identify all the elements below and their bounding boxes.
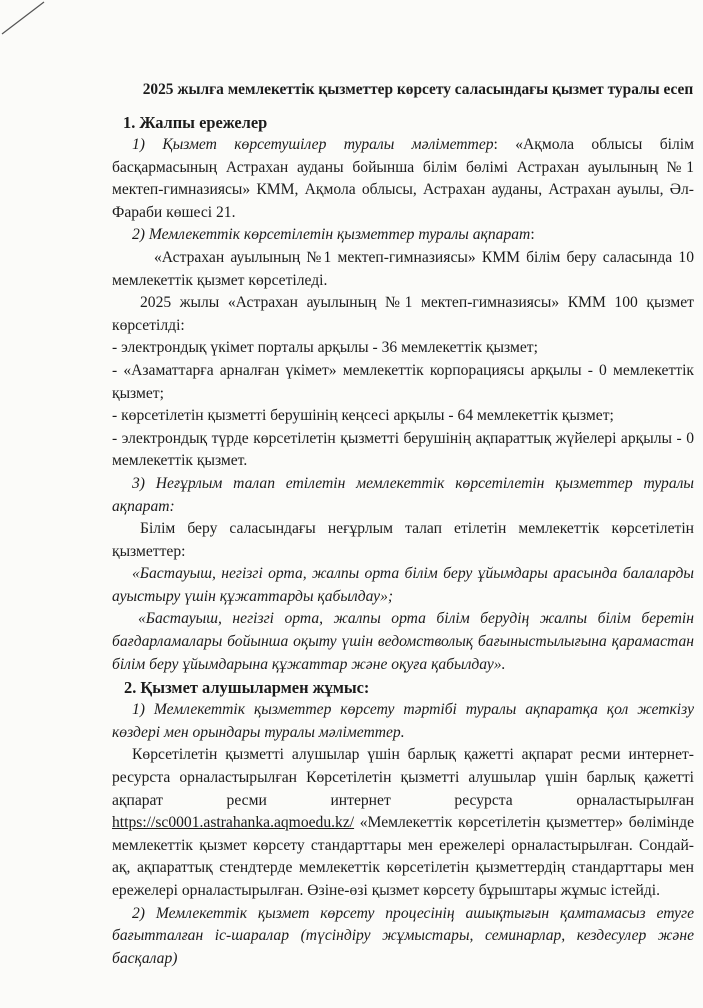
item-3-paragraph: Білім беру саласындағы неғұрлым талап етілетін мемлекеттік көрсетілетін қызметтер: [112, 520, 694, 560]
document-title: 2025 жылға мемлекеттік қызметтер көрсету саласындағы қызмет туралы есеп [142, 81, 694, 98]
item-1-label: 1) Қызмет көрсетушілер туралы мәліметтер [132, 136, 494, 153]
bullet-item: - электрондық үкімет порталы арқылы - 36 мемлекеттік қызмет; [112, 339, 538, 357]
section-1-heading: 1. Жалпы ережелер [123, 113, 268, 132]
item-3-quote-2: «Бастауыш, негізгі орта, жалпы орта білім берудің жалпы білім беретін бағдарламалары бойынша оқыту үшін ведомстволық бағыныстылығына қарамастан білім беру ұйымдарына құжаттар және оқуға қабылдау». [112, 610, 694, 673]
bullet-item: - көрсетілетін қызметті берушінің кеңсесі арқылы - 64 мемлекеттік қызмет; [112, 407, 614, 425]
section-1-item-3-label: 3) Неғұрлым талап етілетін мемлекеттік көрсетілетін қызметтер туралы ақпарат: [112, 474, 694, 515]
section-2-item-2-label: 2) Мемлекеттік қызмет көрсету процесінің ашықтығын қамтамасыз етуге бағытталған іс-шаралар (түсіндіру жұмыстары, семинарлар, кездесулер және басқалар) [112, 904, 694, 967]
item-2-paragraph-2: 2025 жылы «Астрахан ауылының №1 мектеп-гимназиясы» КММ 100 қызмет көрсетілді: [112, 294, 694, 334]
section-1-item-2-label: 2) Мемлекеттік көрсетілетін қызметтер туралы ақпарат: [132, 226, 535, 244]
scan-corner-mark [0, 0, 60, 50]
bullet-item: - электрондық түрде көрсетілетін қызметті берушінің ақпараттық жүйелері арқылы - 0 мемлекеттік қызмет. [112, 429, 694, 470]
section-2-paragraph-1: Көрсетілетін қызметті алушылар үшін барлық қажетті ақпарат ресми интернет-ресурста орналастырылған Көрсетілетін қызметті алушылар үшін барлық қажетті ақпарат ресми интернет ресурста орналастырылған https://sc0001.astrahanka.aqmoedu.kz/ «Мемлекеттік көрсетілетін қызметтер» бөлімінде мемлекеттік қызмет көрсету стандарттары мен ережелері орналастырылған. Сондай-ақ, ақпараттық стендтерде мемлекеттік көрсетілетін қызметтердің стандарттары мен ережелері орналастырылған. Өзіне-өзі қызмет көрсету бұрыштары жұмыс істейді. [112, 746, 694, 899]
item-1-text: : «Ақмола облысы білім басқармасының Астрахан ауданы бойынша білім бөлімі Астрахан ауылының №1 мектеп-гимназиясы» КММ, Ақмола облысы, Астрахан ауданы, Астрахан ауылы, Әл-Фараби көшесі 21. [112, 136, 694, 221]
item-3-quote-1: «Бастауыш, негізгі орта, жалпы орта білім беру ұйымдары арасында балаларды ауыстыру үшін құжаттарды қабылдау»; [112, 565, 694, 605]
bullet-item: - «Азаматтарға арналған үкімет» мемлекеттік корпорациясы арқылы - 0 мемлекеттік қызмет; [112, 361, 694, 402]
website-link[interactable]: https://sc0001.astrahanka.aqmoedu.kz/ [112, 814, 355, 832]
item-2-paragraph-1: «Астрахан ауылының №1 мектеп-гимназиясы» КММ білім беру саласында 10 мемлекеттік қызмет көрсетіледі. [112, 248, 694, 289]
section-2-item-1-label: 1) Мемлекеттік қызметтер көрсету тәртібі туралы ақпаратқа қол жеткізу көздері мен орындары туралы мәліметтер. [112, 701, 694, 741]
section-2-heading: 2. Қызмет алушылармен жұмыс: [124, 678, 370, 698]
document-page [112, 80, 694, 970]
section-1-item-1 [112, 134, 694, 224]
